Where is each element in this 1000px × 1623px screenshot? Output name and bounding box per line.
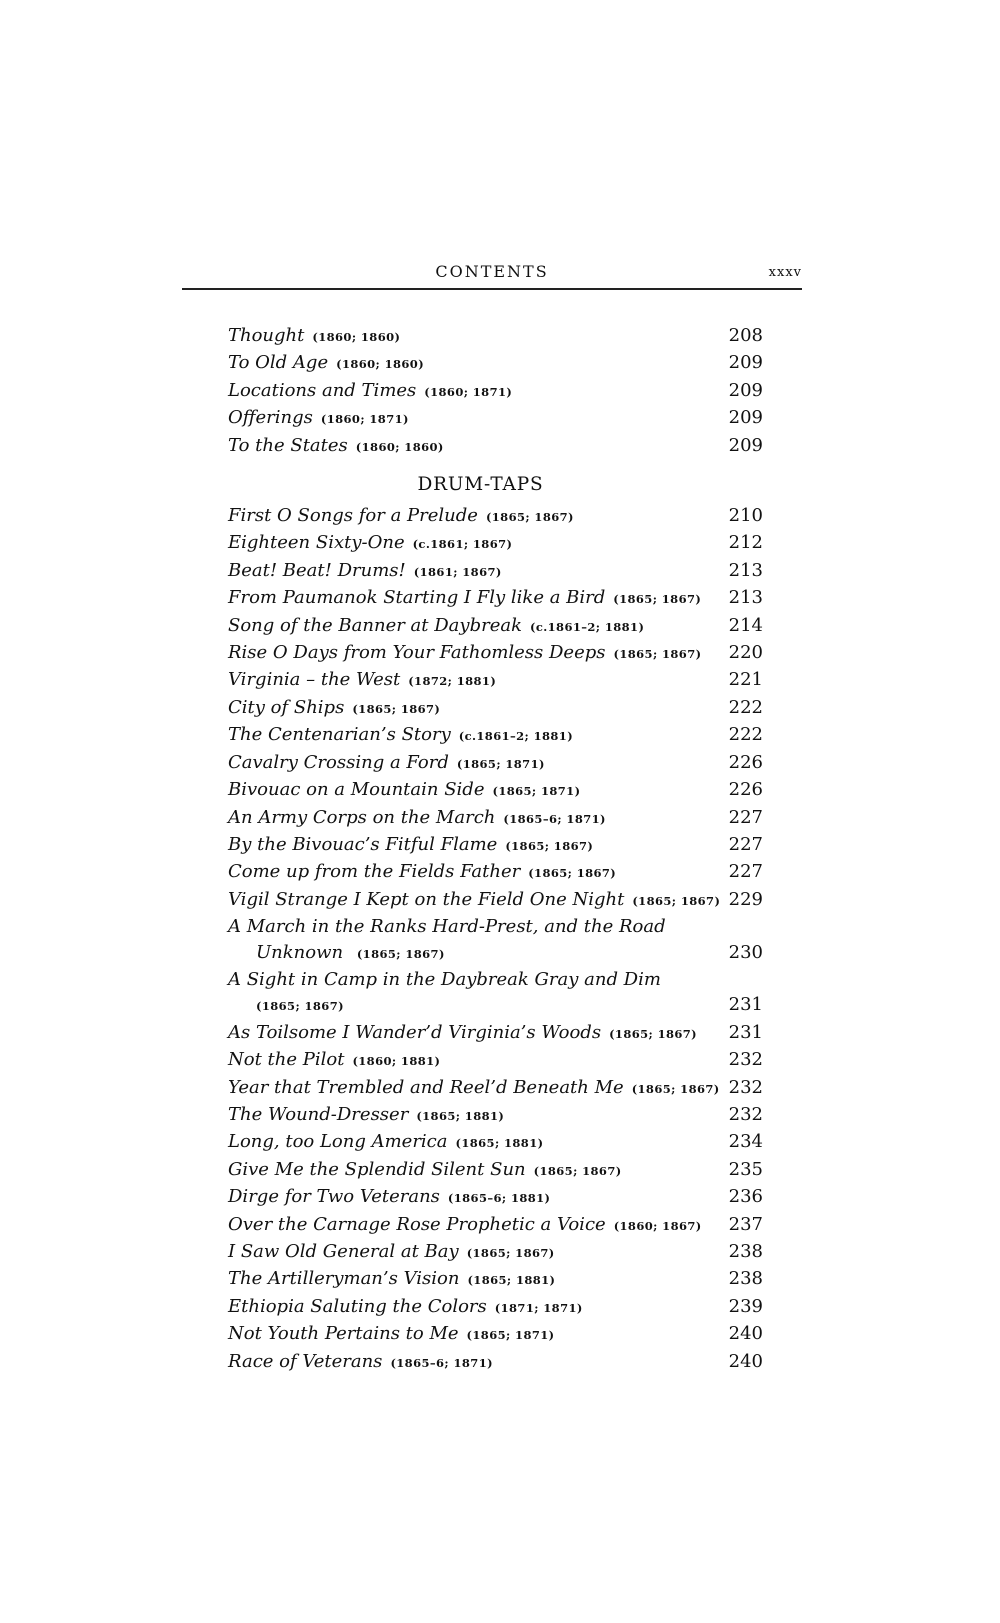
entry-title: City of Ships (228, 696, 345, 718)
entry-dates: (1865; 1867) (256, 999, 344, 1014)
entry-title: Offerings (228, 407, 313, 429)
toc-entry (228, 1349, 763, 1376)
entry-dates: (1860; 1860) (312, 330, 401, 344)
entry-page: 227 (728, 806, 763, 828)
toc-entry (228, 1020, 763, 1047)
entry-dates: (1865; 1867) (352, 701, 441, 716)
entry-title: Ethiopia Saluting the Colors (228, 1295, 487, 1317)
entry-title: Vigil Strange I Kept on the Field One Night (228, 888, 625, 910)
entry-page: 220 (728, 642, 763, 664)
toc-entry (228, 1157, 763, 1184)
toc-list-drum-taps-b (228, 1020, 763, 1376)
toc-entry-wrapped (228, 914, 763, 967)
entry-dates: (1865–6; 1881) (447, 1191, 551, 1206)
entry-title: Eighteen Sixty-One (228, 532, 405, 554)
entry-dates: (1865; 1867) (356, 946, 445, 961)
entry-page: 227 (728, 861, 763, 883)
entry-title: Bivouac on a Mountain Side (228, 779, 485, 801)
toc-entry (228, 640, 763, 667)
entry-page: 213 (728, 587, 763, 609)
toc-entry (228, 530, 763, 557)
entry-page: 214 (728, 614, 763, 636)
entry-page: 226 (728, 751, 763, 773)
toc-entry (228, 558, 763, 585)
running-title: CONTENTS (435, 262, 549, 281)
toc-entry (228, 859, 763, 886)
toc-entry (228, 1102, 763, 1129)
toc-entry (228, 777, 763, 804)
entry-dates: (c.1861; 1867) (412, 537, 513, 552)
toc-entry (228, 1294, 763, 1321)
entry-title: To Old Age (228, 352, 329, 374)
entry-dates: (1860; 1871) (320, 412, 409, 427)
entry-dates: (1865; 1867) (609, 1026, 698, 1041)
toc-entry (228, 887, 763, 914)
entry-title: By the Bivouac’s Fitful Flame (228, 833, 498, 855)
entry-title: Give Me the Splendid Silent Sun (228, 1158, 526, 1180)
entry-dates: (1860; 1881) (352, 1054, 441, 1069)
entry-page: 209 (728, 434, 763, 456)
entry-title: First O Songs for a Prelude (228, 505, 478, 527)
running-head (182, 262, 802, 290)
entry-page: 231 (728, 994, 763, 1016)
entry-dates: (1865; 1867) (533, 1163, 622, 1178)
entry-dates: (1865; 1881) (455, 1136, 544, 1151)
entry-title: Locations and Times (228, 379, 417, 401)
entry-dates: (1865; 1881) (467, 1273, 556, 1288)
entry-title: Not the Pilot (228, 1049, 345, 1071)
entry-page: 229 (728, 888, 763, 910)
entry-dates: (1860; 1860) (355, 439, 444, 454)
toc-entry (228, 1266, 763, 1293)
entry-page: 238 (728, 1268, 763, 1290)
entry-page: 227 (728, 833, 763, 855)
entry-title-line1: A March in the Ranks Hard-Prest, and the Road (228, 916, 666, 938)
entry-title: Song of the Banner at Daybreak (228, 614, 522, 636)
entry-title: The Artilleryman’s Vision (228, 1268, 460, 1290)
entry-title: From Paumanok Starting I Fly like a Bird (228, 587, 606, 609)
toc-entry (228, 378, 763, 405)
entry-row (228, 940, 763, 967)
entry-dates: (1865; 1867) (613, 592, 702, 607)
entry-page: 231 (728, 1021, 763, 1043)
toc-entry (228, 503, 763, 530)
entry-dates: (1865; 1881) (416, 1108, 505, 1123)
entry-page: 222 (728, 724, 763, 746)
table-of-contents (228, 323, 763, 1376)
toc-entry (228, 1047, 763, 1074)
entry-dates: (1865; 1867) (528, 866, 617, 881)
entry-page: 232 (728, 1103, 763, 1125)
entry-title: The Wound-Dresser (228, 1103, 409, 1125)
toc-list-top (228, 323, 763, 460)
entry-title: Thought (228, 325, 305, 346)
entry-title: Beat! Beat! Drums! (228, 559, 406, 581)
entry-title: Year that Trembled and Reel’d Beneath Me (228, 1076, 624, 1098)
toc-entry (228, 1129, 763, 1156)
entry-dates: (1865; 1867) (631, 1081, 720, 1096)
entry-page: 213 (728, 559, 763, 581)
page-number: xxxv (768, 265, 802, 280)
toc-entry (228, 1239, 763, 1266)
toc-entry (228, 667, 763, 694)
toc-entry (228, 1184, 763, 1211)
entry-page: 232 (728, 1076, 763, 1098)
toc-entry (228, 433, 763, 460)
entry-page: 232 (728, 1049, 763, 1071)
entry-dates: (1865–6; 1871) (503, 811, 606, 826)
entry-dates: (c.1861–2; 1881) (530, 619, 645, 634)
entry-dates: (1865; 1867) (613, 647, 702, 662)
toc-list-drum-taps-a (228, 503, 763, 914)
entry-title-line1: A Sight in Camp in the Daybreak Gray and Dim (228, 968, 661, 990)
entry-title: Dirge for Two Veterans (228, 1186, 440, 1208)
entry-page: 237 (728, 1213, 763, 1235)
entry-page: 234 (728, 1131, 763, 1153)
entry-page: 235 (728, 1158, 763, 1180)
entry-dates: (1865; 1867) (505, 838, 594, 853)
entry-title: As Toilsome I Wander’d Virginia’s Woods (228, 1021, 602, 1043)
section-heading: DRUM-TAPS (417, 474, 544, 496)
entry-dates: (1865; 1867) (466, 1246, 555, 1260)
entry-page: 230 (728, 941, 763, 963)
entry-title: An Army Corps on the March (228, 806, 496, 828)
toc-entry (228, 695, 763, 722)
entry-dates: (1861; 1867) (413, 564, 502, 579)
entry-title: The Centenarian’s Story (228, 724, 451, 746)
toc-entry (228, 350, 763, 377)
toc-entry (228, 323, 763, 350)
entry-title: Long, too Long America (228, 1131, 448, 1153)
entry-dates: (1865; 1871) (456, 756, 545, 771)
entry-title: Over the Carnage Rose Prophetic a Voice (228, 1213, 606, 1235)
entry-title: Race of Veterans (228, 1350, 383, 1372)
entry-title: Cavalry Crossing a Ford (228, 751, 449, 773)
entry-page: 209 (728, 352, 763, 374)
entry-dates: (1865; 1867) (632, 893, 721, 908)
entry-page: 209 (728, 379, 763, 401)
entry-dates: (1872; 1881) (408, 674, 497, 689)
entry-dates: (1865; 1871) (466, 1328, 555, 1343)
entry-page: 222 (728, 696, 763, 718)
entry-dates: (1860; 1860) (336, 357, 425, 372)
entry-title-line2: Unknown (256, 941, 344, 963)
entry-title: To the States (228, 434, 348, 456)
entry-page: 208 (728, 325, 763, 346)
entry-page: 221 (728, 669, 763, 691)
toc-entry (228, 585, 763, 612)
toc-entry (228, 722, 763, 749)
entry-row (228, 992, 763, 1019)
entry-title: I Saw Old General at Bay (228, 1241, 459, 1262)
entry-title: Come up from the Fields Father (228, 861, 521, 883)
entry-dates: (1860; 1867) (613, 1218, 702, 1233)
entry-title: Not Youth Pertains to Me (228, 1323, 459, 1345)
entry-page: 240 (728, 1323, 763, 1345)
toc-entry-wrapped (228, 967, 763, 1020)
toc-entry (228, 1075, 763, 1102)
entry-page: 210 (728, 505, 763, 527)
entry-page: 209 (728, 407, 763, 429)
entry-page: 226 (728, 779, 763, 801)
entry-dates: (1871; 1871) (494, 1300, 583, 1315)
toc-entry (228, 405, 763, 432)
toc-entry (228, 832, 763, 859)
entry-page: 236 (728, 1186, 763, 1208)
entry-dates: (1865; 1871) (492, 784, 581, 799)
toc-entry (228, 1321, 763, 1348)
entry-title: Virginia – the West (228, 669, 401, 691)
entry-dates: (1860; 1871) (424, 384, 513, 399)
entry-page: 212 (728, 532, 763, 554)
entry-dates: (1865–6; 1871) (390, 1355, 493, 1370)
entry-dates: (1865; 1867) (485, 510, 574, 525)
entry-page: 240 (728, 1350, 763, 1372)
toc-entry (228, 1212, 763, 1239)
entry-page: 238 (728, 1241, 763, 1262)
toc-entry (228, 613, 763, 640)
entry-page: 239 (728, 1295, 763, 1317)
entry-dates: (c.1861–2; 1881) (458, 729, 574, 744)
entry-title: Rise O Days from Your Fathomless Deeps (228, 642, 606, 664)
toc-entry (228, 805, 763, 832)
toc-entry (228, 750, 763, 777)
